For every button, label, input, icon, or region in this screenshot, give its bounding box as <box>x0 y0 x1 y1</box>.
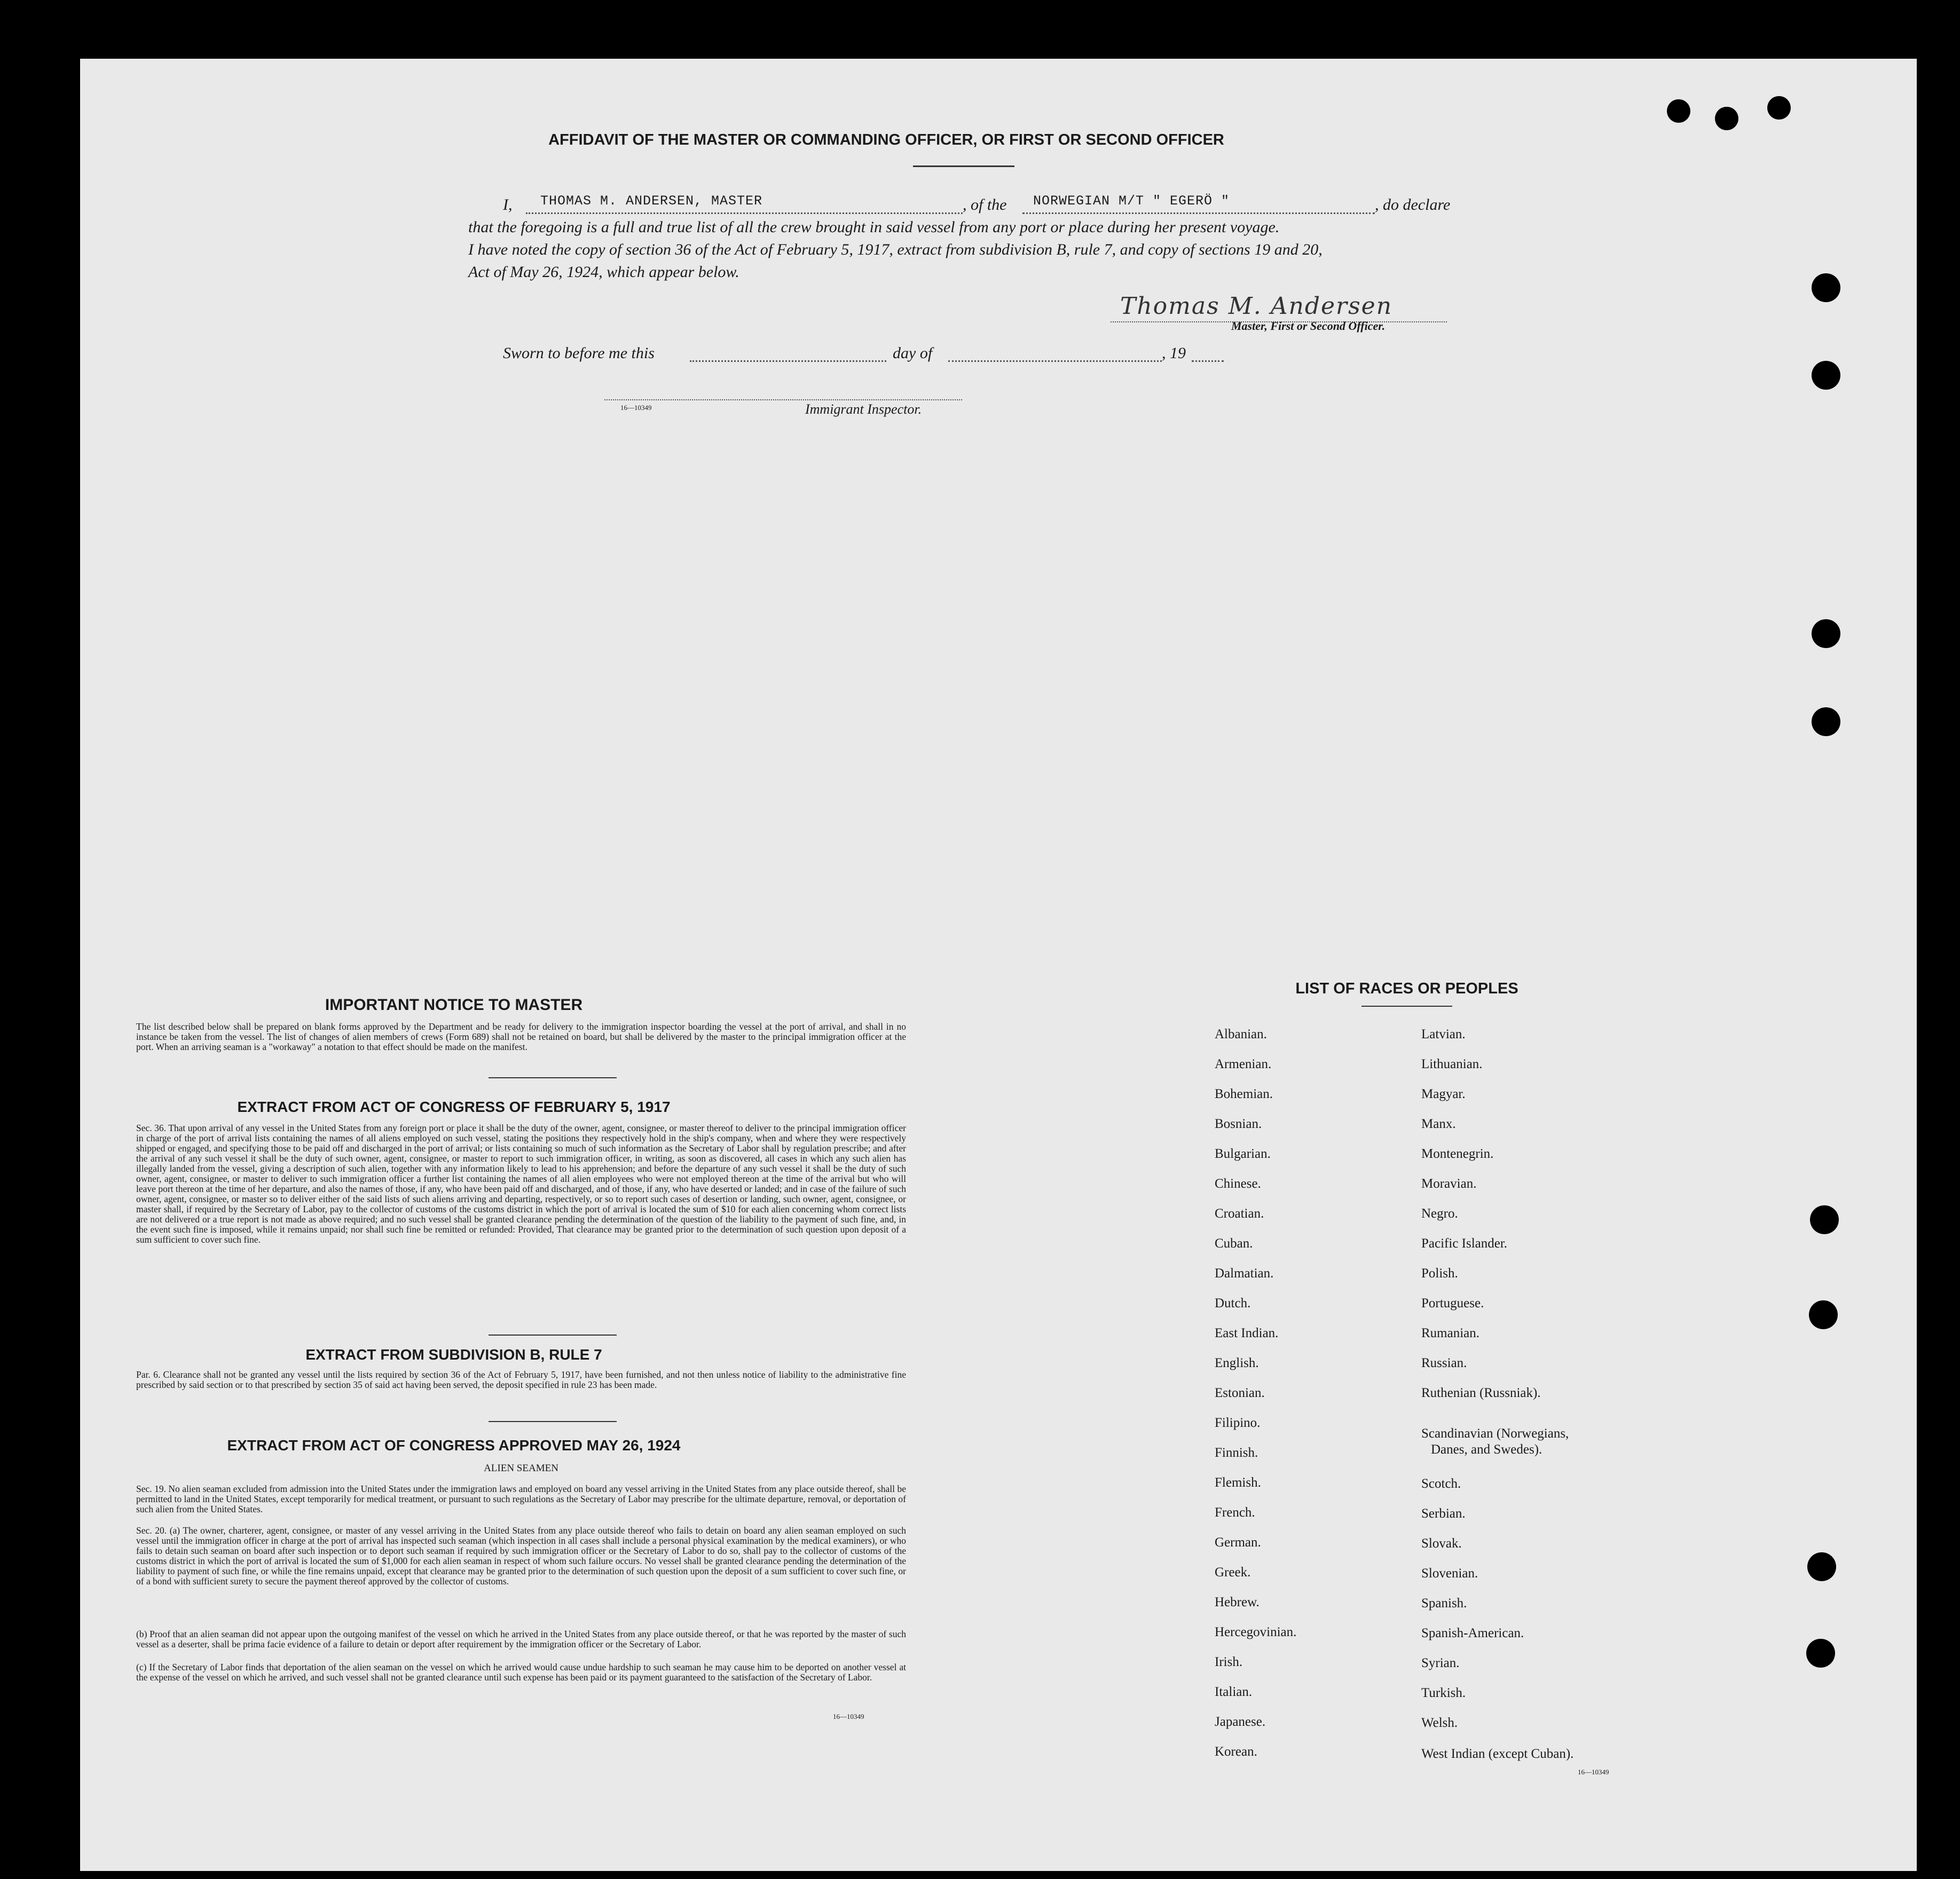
race-item: Lithuanian. <box>1421 1057 1483 1071</box>
title-divider <box>913 165 1014 167</box>
race-item: Bulgarian. <box>1215 1147 1271 1161</box>
notice-divider <box>489 1077 617 1078</box>
race-item: Portuguese. <box>1421 1296 1484 1310</box>
extract-rule7-title: EXTRACT FROM SUBDIVISION B, RULE 7 <box>305 1346 602 1363</box>
race-item: Moravian. <box>1421 1177 1477 1191</box>
race-item: Scotch. <box>1421 1477 1461 1491</box>
race-item: English. <box>1215 1356 1259 1370</box>
extract-1924-subtitle: ALIEN SEAMEN <box>484 1463 558 1474</box>
day-of-label: day of <box>893 344 933 362</box>
race-item: Italian. <box>1215 1685 1253 1699</box>
punch-hole <box>1715 107 1738 130</box>
punch-hole <box>1812 361 1840 390</box>
race-item: Serbian. <box>1421 1506 1466 1521</box>
race-item: Slovak. <box>1421 1536 1462 1551</box>
race-item: Filipino. <box>1215 1416 1261 1430</box>
race-item: Korean. <box>1215 1744 1257 1759</box>
race-item: Russian. <box>1421 1356 1467 1370</box>
race-item: Dalmatian. <box>1215 1266 1274 1281</box>
sec-19-text: Sec. 19. No alien seaman excluded from admission into the United States under the immigration laws and employed on board any vessel arriving in the United States from any place outside thereof, shall be permitted to land in the United States, except temporarily for medical treatment, or pursuant to such regulations as the Secretary of Labor may prescribe for the ultimate departure, removal, or deportation of such alien from the United States. <box>136 1483 906 1514</box>
notice-form-number: 16—10349 <box>833 1712 864 1720</box>
race-item: Japanese. <box>1215 1715 1266 1729</box>
race-item: Irish. <box>1215 1655 1243 1669</box>
race-item: Croatian. <box>1215 1206 1264 1221</box>
race-item: Bohemian. <box>1215 1087 1273 1101</box>
race-item: Turkish. <box>1421 1686 1466 1700</box>
race-item: Manx. <box>1421 1117 1456 1131</box>
extract-1917-title: EXTRACT FROM ACT OF CONGRESS OF FEBRUARY 5, 1917 <box>237 1099 671 1115</box>
sec-20a-text: Sec. 20. (a) The owner, charterer, agent, consignee, or master of any vessel arriving in the United States from any place outside thereof who fails to detain on board any alien seaman employed on such vessel until the immigration officer in charge at the port of arrival has inspected such seaman (which inspection in all cases shall include a personal physical examination by the medical examiners), or who fails to detain such seaman on board after such inspection or to deport such seaman if required by such immigration officer or the Secretary of Labor to do so, shall pay to the collector of customs of the customs district in which the port of arrival is located the sum of $1,000 for each alien seaman in respect of whom such failure occurs. No vessel shall be granted clearance pending the determination of the liability to payment of such fine, or while the fine remains unpaid, except that clearance may be granted prior to the determination of such question upon the deposit of a sum sufficient to cover such fine, or of a bond with sufficient surety to secure the payment thereof approved by the collector of customs. <box>136 1525 906 1586</box>
master-signature: Thomas M. Andersen <box>1120 293 1393 320</box>
race-item: Bosnian. <box>1215 1117 1262 1131</box>
punch-hole <box>1767 96 1791 120</box>
races-form-number: 16—10349 <box>1578 1768 1609 1776</box>
races-divider <box>1361 1006 1452 1007</box>
race-item: Albanian. <box>1215 1027 1267 1041</box>
sworn-year-line <box>1192 360 1224 362</box>
race-item: Greek. <box>1215 1565 1251 1580</box>
notice-text: The list described below shall be prepared on blank forms approved by the Department and be ready for delivery to the immigration inspector boarding the vessel at the port of arrival, and shall in no instance be taken from the vessel. The list of changes of alien members of crews (Form 689) shall not be retained on board, but shall be delivered by the master to the principal immigration officer at the port. When an arriving seaman is a "workaway" a notation to that effect should be made on the manifest. <box>136 1021 906 1052</box>
punch-hole <box>1809 1300 1838 1329</box>
race-item: Danes, and Swedes). <box>1431 1442 1542 1457</box>
declaration-line-3: I have noted the copy of section 36 of the Act of February 5, 1917, extract from subdivision B, rule 7, and copy of sections 19 and 20, <box>468 241 1323 258</box>
race-item: East Indian. <box>1215 1326 1279 1340</box>
race-item: Slovenian. <box>1421 1566 1478 1581</box>
notice-title: IMPORTANT NOTICE TO MASTER <box>325 996 583 1014</box>
vessel-line <box>1022 212 1375 214</box>
punch-hole <box>1812 707 1840 736</box>
inspector-line <box>604 399 962 400</box>
race-item: Montenegrin. <box>1421 1147 1494 1161</box>
race-item: Scandinavian (Norwegians, <box>1421 1426 1569 1441</box>
inspector-label: Immigrant Inspector. <box>805 401 922 417</box>
master-name: THOMAS M. ANDERSEN, MASTER <box>540 193 763 209</box>
punch-hole <box>1806 1639 1835 1668</box>
race-item: Finnish. <box>1215 1446 1258 1460</box>
name-line <box>526 212 963 214</box>
race-item: Flemish. <box>1215 1475 1261 1490</box>
race-item: Negro. <box>1421 1206 1458 1221</box>
year-label: , 19 <box>1162 344 1186 362</box>
declaration-line-2: that the foregoing is a full and true list of all the crew brought in said vessel from any port or place during her present voyage. <box>468 218 1280 236</box>
extract-rule7-text: Par. 6. Clearance shall not be granted any vessel until the lists required by section 36 of the Act of February 5, 1917, have been furnished, and not then unless notice of liability to the administrative fine prescribed by said section or to that prescribed by section 35 of said act having been served, the deposit specified in rule 23 has been made. <box>136 1369 906 1390</box>
affidavit-title: AFFIDAVIT OF THE MASTER OR COMMANDING OFFICER, OR FIRST OR SECOND OFFICER <box>548 131 1224 148</box>
extract-1924-title: EXTRACT FROM ACT OF CONGRESS APPROVED MAY 26, 1924 <box>227 1437 681 1454</box>
race-item: Spanish. <box>1421 1596 1467 1610</box>
race-item: Armenian. <box>1215 1057 1272 1071</box>
race-item: Spanish-American. <box>1421 1626 1524 1640</box>
race-item: Magyar. <box>1421 1087 1466 1101</box>
document-page <box>80 59 1917 1871</box>
race-item: Hebrew. <box>1215 1595 1260 1609</box>
race-item: French. <box>1215 1505 1255 1520</box>
sec-20c-text: (c) If the Secretary of Labor finds that deportation of the alien seaman on the vessel on which he arrived would cause undue hardship to such seaman he may cause him to be deported on another vessel at the expense of the vessel on which he arrived, and such vessel shall not be granted clearance until such expense has been paid or its payment guaranteed to the satisfaction of the Secretary of Labor. <box>136 1662 906 1683</box>
race-item: Chinese. <box>1215 1177 1261 1191</box>
extract-1917-divider <box>489 1335 617 1336</box>
signature-caption: Master, First or Second Officer. <box>1231 319 1386 333</box>
race-item: Latvian. <box>1421 1027 1466 1041</box>
race-item: Welsh. <box>1421 1716 1458 1730</box>
sworn-month-line <box>948 360 1162 362</box>
punch-hole <box>1812 619 1840 648</box>
race-item: West Indian (except Cuban). <box>1421 1747 1574 1761</box>
declaration-line-4: Act of May 26, 1924, which appear below. <box>468 263 739 281</box>
race-item: Syrian. <box>1421 1656 1460 1670</box>
extract-1917-text: Sec. 36. That upon arrival of any vessel in the United States from any foreign port or place it shall be the duty of the owner, agent, consignee, or master thereof to deliver to the principal immigration officer in charge of the port of arrival lists containing the names of all aliens employed on such vessel, stating the positions they respectively hold in the ship's company, when and where they were respectively shipped or engaged, and specifying those to be paid off and discharged in the port of arrival; or lists containing so much of such information as the Secretary of Labor shall by regulation prescribe; and after the arrival of any such vessel it shall be the duty of such owner, agent, consignee, or master to report to such immigration officer, in writing, as soon as discovered, all cases in which any such alien has illegally landed from the vessel, giving a description of such alien, together with any information likely to lead to his apprehension; and before the departure of any such vessel it shall be the duty of such owner, agent, consignee, or master to deliver to such immigration officer a further list containing the names of all alien employees who were not employed thereon at the time of the arrival but who will leave port thereon at the time of her departure, and also the names of those, if any, who have been paid off and discharged, and of those, if any, who have deserted or landed; and in case of the failure of such owner, agent, consignee, or master so to deliver either of the said lists of such aliens arriving and departing, respectively, or so to report such cases of desertion or landing, such owner, agent, consignee, or master shall, if required by the Secretary of Labor, pay to the collector of customs of the customs district in which the port of arrival is located the sum of $10 for each alien concerning whom correct lists are not delivered or a true report is not made as above required; and no such vessel shall be granted clearance pending the determination of the question of the liability to the payment of such fine, and, in the event such fine is imposed, while it remains unpaid; nor shall such fine be remitted or refunded: Provided, That clearance may be granted prior to the determination of such question upon deposit of a sum sufficient to cover such fine. <box>136 1123 906 1245</box>
sworn-day-line <box>690 360 886 362</box>
race-item: Polish. <box>1421 1266 1458 1281</box>
race-item: Ruthenian (Russniak). <box>1421 1386 1541 1400</box>
extract-rule7-divider <box>489 1421 617 1422</box>
punch-hole <box>1667 99 1690 123</box>
punch-hole <box>1810 1205 1839 1234</box>
sworn-label: Sworn to before me this <box>503 344 655 362</box>
declaration-i-label: I, <box>503 196 513 214</box>
punch-hole <box>1807 1552 1836 1581</box>
of-the-label: , of the <box>963 196 1007 214</box>
race-item: Rumanian. <box>1421 1326 1480 1340</box>
race-item: Hercegovinian. <box>1215 1625 1297 1639</box>
race-item: German. <box>1215 1535 1261 1550</box>
punch-hole <box>1812 273 1840 302</box>
do-declare-label: , do declare <box>1375 196 1451 214</box>
race-item: Cuban. <box>1215 1236 1253 1251</box>
vessel-name: NORWEGIAN M/T " EGERÖ " <box>1033 193 1230 209</box>
sec-20b-text: (b) Proof that an alien seaman did not appear upon the outgoing manifest of the vessel on which he arrived in the United States from any place outside thereof, or that he was reported by the master of such vessel as a deserter, shall be prima facie evidence of a failure to detain or deport after requirement by the immigration officer or the Secretary of Labor. <box>136 1629 906 1649</box>
races-title: LIST OF RACES OR PEOPLES <box>1295 980 1518 997</box>
race-item: Dutch. <box>1215 1296 1251 1310</box>
race-item: Pacific Islander. <box>1421 1236 1508 1251</box>
affidavit-form-number: 16—10349 <box>620 404 652 412</box>
race-item: Estonian. <box>1215 1386 1265 1400</box>
